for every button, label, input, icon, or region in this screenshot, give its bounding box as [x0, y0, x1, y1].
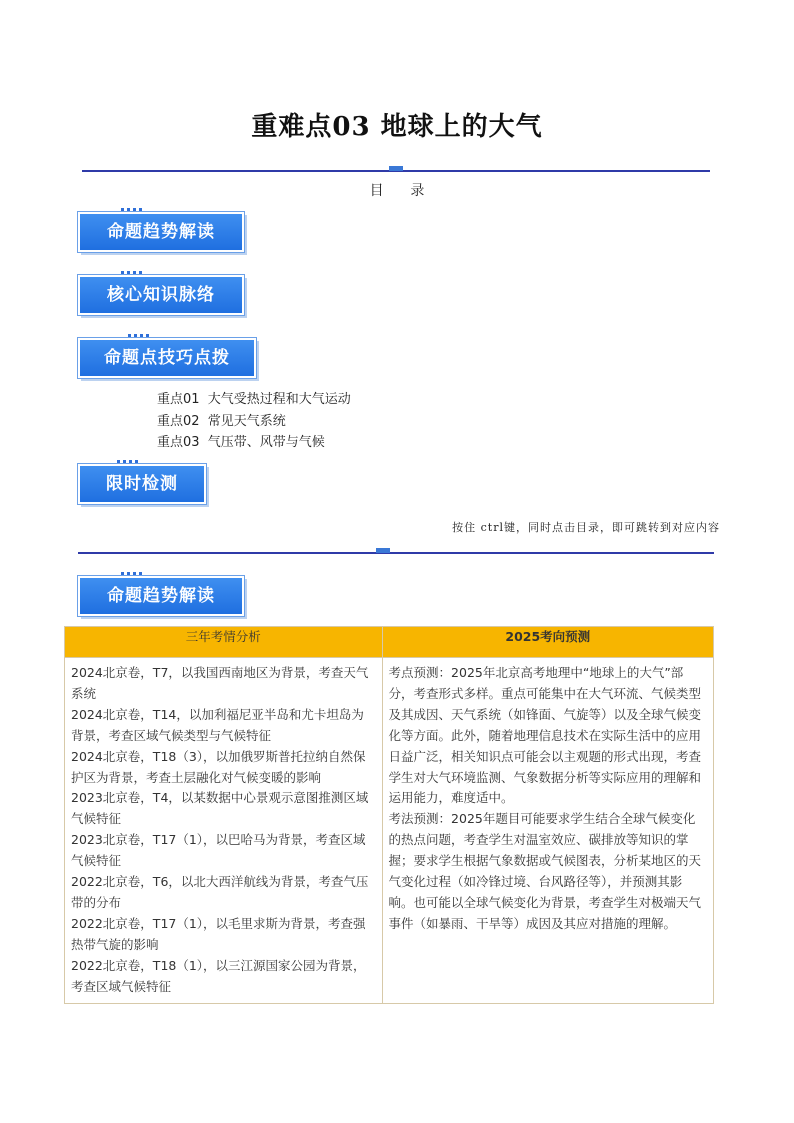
toc-link-test[interactable]: 限时检测 — [78, 464, 206, 504]
toc-link-trend[interactable]: 命题趋势解读 — [78, 212, 244, 252]
forecast-paragraph: 考点预测：2025年北京高考地理中“地球上的大气”部分，考查形式多样。重点可能集中在大气环流、气候类型及其成因、天气系统（如锋面、气旋等）以及全球气候变化等方面。此外，随着地理信息技术在实际生活中的应用日益广泛，相关知识点可能会以主观题的形式出现，考查学生对大气环境监测、气象数据分析等实际应用的理解和运用能力，难度适中。 — [388, 665, 702, 806]
list-item: 2024北京卷，T7，以我国西南地区为背景，考查天气系统 — [71, 665, 369, 701]
toc-link-skills[interactable]: 命题点技巧点拨 — [78, 338, 256, 378]
forecast-paragraph: 考法预测：2025年题目可能要求学生结合全球气候变化的热点问题，考查学生对温室效应、碳排放等知识的掌握；要求学生根据气象数据或气候图表，分析某地区的天气变化过程（如冷锋过境、台风路径等），并预测其影响。也可能以全球气候变化为背景，考查学生对极端天气事件（如暴雨、干旱等）成因及其应对措施的理解。 — [388, 811, 702, 931]
toc-link-knowledge[interactable]: 核心知识脉络 — [78, 275, 244, 315]
past-analysis-cell — [65, 658, 383, 1004]
divider-top-mark — [389, 166, 403, 171]
list-item: 2024北京卷，T14，以加利福尼亚半岛和尤卡坦岛为背景，考查区域气候类型与气候特征 — [71, 706, 364, 743]
divider-middle-mark — [376, 548, 390, 553]
table-row — [65, 658, 714, 1004]
list-item: 2023北京卷，T17（1），以巴哈马为背景，考查区域气候特征 — [71, 832, 366, 869]
table-header-forecast: 2025考向预测 — [382, 627, 713, 658]
toc-item-3[interactable]: 重点03 气压带、风带与气候 — [157, 435, 325, 450]
list-item: 2022北京卷，T6，以北大西洋航线为背景，考查气压带的分布 — [71, 874, 369, 910]
divider-middle — [78, 552, 714, 554]
table-header-past: 三年考情分析 — [65, 627, 383, 658]
toc-item-2[interactable]: 重点02 常见天气系统 — [157, 414, 286, 429]
list-item: 2023北京卷，T4，以某数据中心景观示意图推测区域气候特征 — [71, 790, 369, 827]
section-test-dots — [117, 460, 139, 463]
toc-title: 目 录 — [369, 183, 425, 199]
list-item: 2024北京卷，T18（3），以加俄罗斯普托拉纳自然保护区为背景，考查土层融化对气候变暖的影响 — [71, 748, 366, 785]
page-title: 重难点03 地球上的大气 — [251, 112, 543, 142]
toc-item-1[interactable]: 重点01 大气受热过程和大气运动 — [157, 392, 351, 407]
analysis-table — [64, 626, 714, 1004]
section-heading-trend: 命题趋势解读 — [78, 576, 244, 616]
list-item: 2022北京卷，T17（1），以毛里求斯为背景，考查强热带气旋的影响 — [71, 915, 366, 952]
section-skills-dots — [128, 334, 150, 337]
section-heading-dots — [121, 572, 143, 575]
ctrl-click-hint: 按住 ctrl键，同时点击目录，即可跳转到对应内容 — [452, 521, 720, 534]
list-item: 2022北京卷，T18（1），以三江源国家公园为背景，考查区域气候特征 — [71, 957, 366, 994]
section-knowledge-dots — [121, 271, 143, 274]
section-trend-dots — [121, 208, 143, 211]
table-header-row — [65, 627, 714, 658]
forecast-cell — [382, 658, 713, 1004]
